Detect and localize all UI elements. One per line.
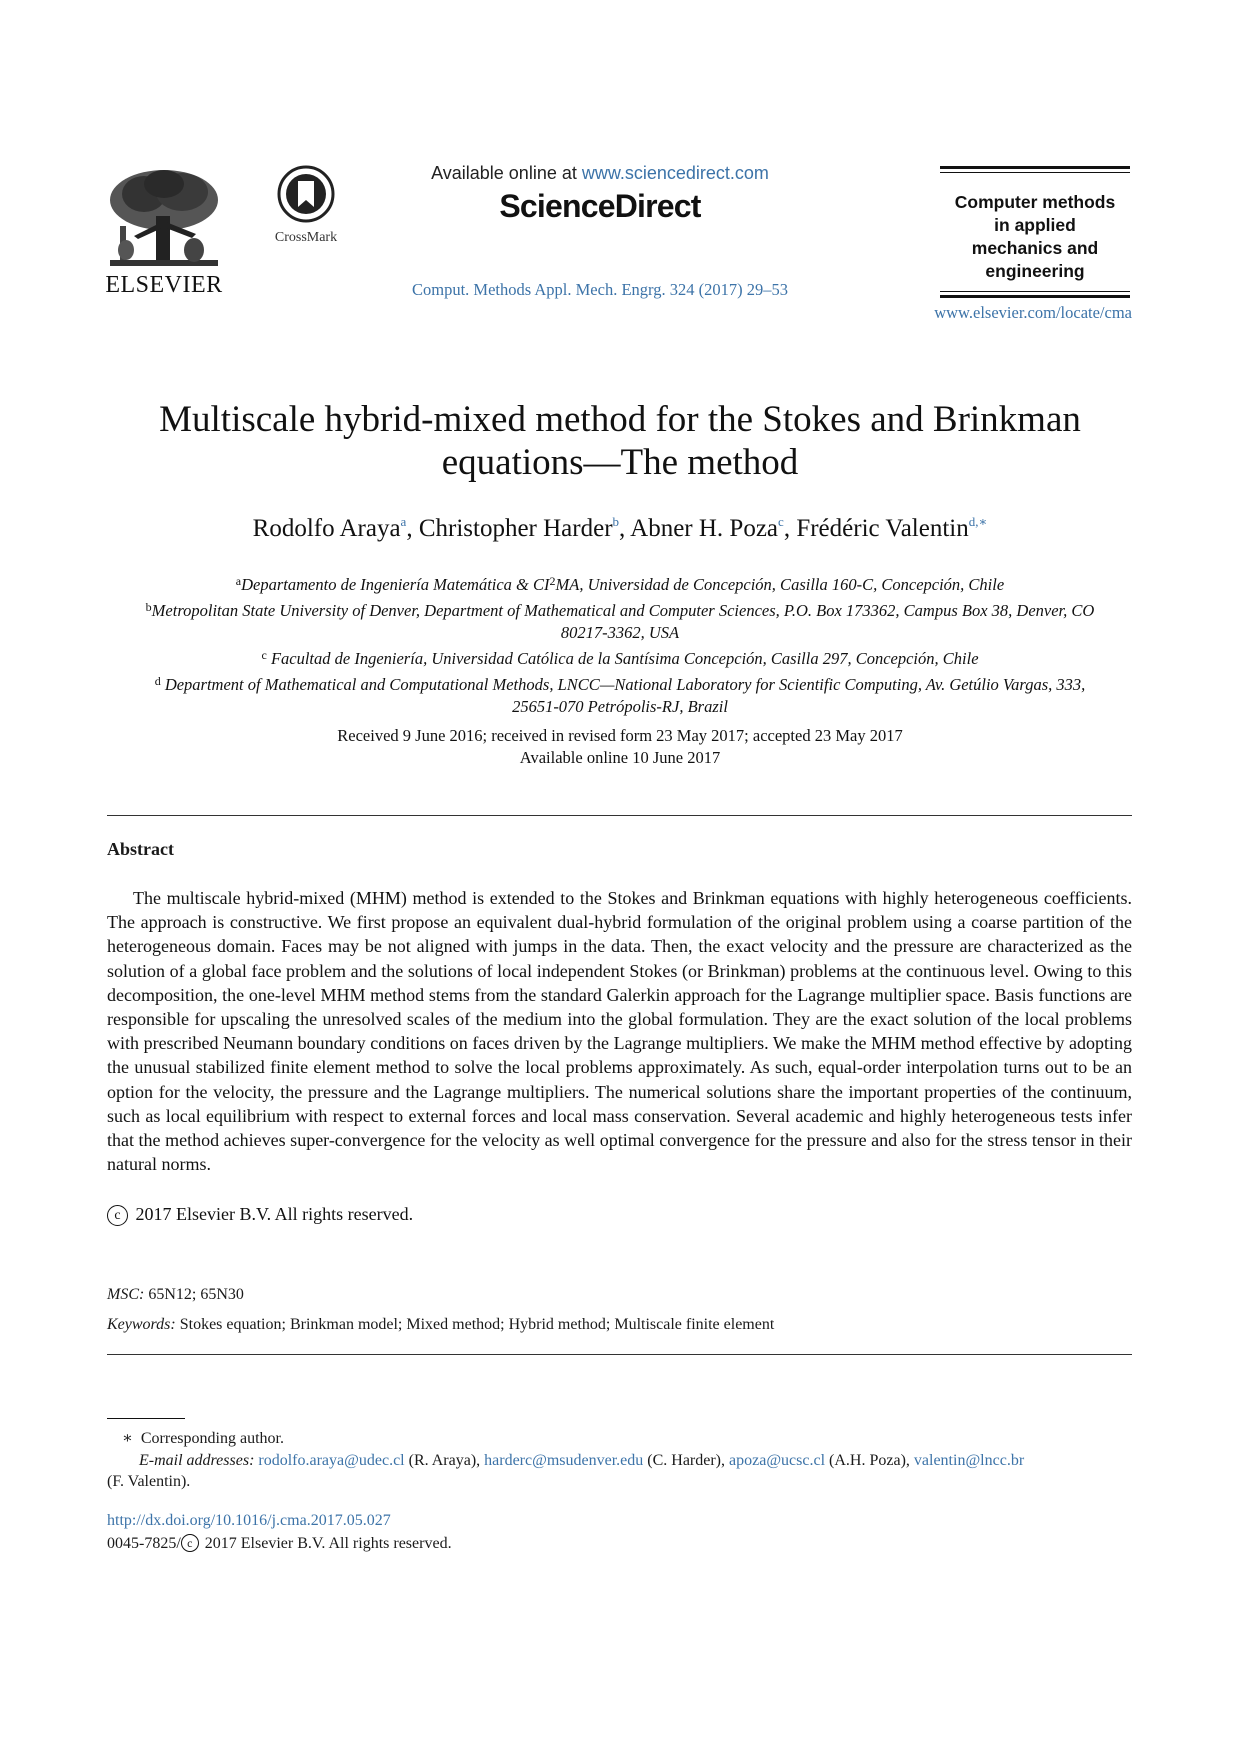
journal-title-line: Computer methods: [954, 192, 1116, 212]
affiliation-d: [110, 670, 1130, 696]
corresponding-author-text: Corresponding author.: [140, 1430, 284, 1447]
issn-prefix: 0045-7825/: [107, 1535, 181, 1552]
copyright-text: 2017 Elsevier B.V. All rights reserved.: [135, 1204, 414, 1224]
journal-bottom-rule: [940, 295, 1130, 298]
affiliation-mark[interactable]: c: [778, 514, 784, 529]
article-history: [120, 725, 1120, 769]
sciencedirect-logo: ScienceDirect: [499, 188, 701, 224]
affiliation-text: Department of Mathematical and Computational Methods, LNCC—National Laboratory for Scientific Computing, Av. Getúlio Vargas, 333,: [164, 675, 1086, 694]
affiliation-text: Facultad de Ingeniería, Universidad Católica de la Santísima Concepción, Casilla 297, Concepción, Chile: [270, 649, 979, 668]
affiliation-text: MA, Universidad de Concepción, Casilla 160-C, Concepción, Chile: [555, 575, 1005, 594]
journal-title-line: engineering: [985, 261, 1085, 281]
crossmark-label: CrossMark: [274, 230, 338, 245]
affiliation-mark[interactable]: b: [612, 514, 620, 529]
affiliation-label: c: [261, 648, 267, 662]
abstract-heading: Abstract: [107, 839, 174, 859]
author-list: [120, 514, 1120, 543]
affiliation-c: [110, 644, 1130, 670]
email-owner-last: (F. Valentin).: [107, 1473, 191, 1490]
doi-link[interactable]: http://dx.doi.org/10.1016/j.cma.2017.05.027: [107, 1512, 391, 1529]
issn-suffix: 2017 Elsevier B.V. All rights reserved.: [204, 1535, 452, 1552]
affiliation-d-cont: 25651-070 Petrópolis-RJ, Brazil: [512, 697, 728, 716]
tree-emblem-icon: [104, 166, 224, 270]
affiliation-b-cont: 80217-3362, USA: [560, 623, 680, 642]
email-owner: (A.H. Poza),: [825, 1452, 914, 1469]
abstract-body: The multiscale hybrid-mixed (MHM) method is extended to the Stokes and Brinkman equations with highly heterogeneous coefficients. The approach is constructive. We first propose an equivalent dual-hybrid formulation of the original problem using a coarse partition of the heterogeneous domain. Faces may be not aligned with jumps in the data. Then, the exact velocity and the pressure are characterized as the solution of a global face problem and the solutions of local independent Stokes (or Brinkman) problems at the continuous level. Owing to this decomposition, the one-level MHM method stems from the standard Galerkin approach for the Lagrange multiplier space. Basis functions are responsible for upscaling the unresolved scales of the medium into the global formulation. They are the exact solution of the local problems with prescribed Neumann boundary conditions on faces driven by the Lagrange multipliers. We make the MHM method effective by adopting the unusual stabilized finite element method to solve the local problems approximately. As such, equal-order interpolation turns out to be an option for the velocity, the pressure and the Lagrange multipliers. The numerical solutions share the important properties of the continuum, such as local equilibrium with respect to external forces and local mass conservation. Several academic and highly heterogeneous tests infer that the method achieves super-convergence for the velocity as well optimal convergence for the pressure and also for the stress tensor in their natural norms.: [107, 888, 1132, 1175]
msc-codes: [107, 1286, 244, 1304]
journal-citation[interactable]: Comput. Methods Appl. Mech. Engrg. 324 (2017) 29–53: [412, 280, 788, 299]
email-owner: (C. Harder),: [643, 1452, 730, 1469]
keywords: [107, 1316, 774, 1334]
sciencedirect-link[interactable]: www.sciencedirect.com: [581, 163, 769, 183]
affiliation-mark[interactable]: a: [400, 514, 407, 529]
available-online-date: Available online 10 June 2017: [519, 748, 721, 767]
divider: [107, 815, 1132, 816]
author-name: Christopher Harder: [418, 515, 613, 542]
copyright-icon: c: [181, 1534, 199, 1552]
email-line: [107, 1450, 1132, 1471]
affiliation-label: a: [235, 574, 242, 588]
affiliation-text: Departamento de Ingeniería Matemática & CI: [241, 575, 550, 594]
crossmark-badge[interactable]: [272, 165, 340, 246]
publisher-wordmark: ELSEVIER: [105, 272, 223, 298]
journal-title-box: [940, 166, 1130, 301]
paper-title: [120, 398, 1120, 484]
msc-value: 65N12; 65N30: [148, 1286, 244, 1303]
affiliation-mark[interactable]: d,∗: [968, 514, 988, 529]
issn-line: [107, 1534, 452, 1553]
email-link[interactable]: valentin@lncc.br: [913, 1452, 1025, 1469]
journal-bottom-rule-thin: [940, 291, 1130, 292]
email-link[interactable]: harderc@msudenver.edu: [484, 1452, 644, 1469]
journal-title: [940, 173, 1130, 291]
affiliation-label: d: [154, 674, 161, 688]
affiliation-text: Metropolitan State University of Denver, Department of Mathematical and Computer Sciences, P.O. Box 173362, Campus Box 38, Denver, CO: [151, 601, 1095, 620]
affiliation-superscript: 2: [549, 574, 556, 588]
keywords-value: Stokes equation; Brinkman model; Mixed method; Hybrid method; Multiscale finite element: [179, 1316, 775, 1333]
paper-title-line: equations—The method: [441, 442, 799, 483]
email-link[interactable]: apoza@ucsc.cl: [729, 1452, 826, 1469]
email-addresses: [107, 1450, 1132, 1492]
paper-title-line: Multiscale hybrid-mixed method for the Stokes and Brinkman: [159, 399, 1081, 440]
author-name: Frédéric Valentin: [796, 515, 969, 542]
journal-top-rule: [940, 166, 1130, 169]
available-online-prefix: Available online at: [431, 163, 582, 183]
affiliation-b: [110, 596, 1130, 622]
email-owner: (R. Araya),: [404, 1452, 485, 1469]
journal-title-line: mechanics and: [971, 238, 1099, 258]
journal-url-link[interactable]: www.elsevier.com/locate/cma: [934, 303, 1132, 322]
footnote-rule: [107, 1418, 185, 1419]
author-separator: ,: [406, 515, 419, 542]
journal-title-line: in applied: [994, 215, 1076, 235]
footnote-mark: ∗: [122, 1430, 133, 1447]
email-link[interactable]: rodolfo.araya@udec.cl: [258, 1452, 405, 1469]
author-name: Rodolfo Araya: [252, 515, 401, 542]
received-dates: Received 9 June 2016; received in revised form 23 May 2017; accepted 23 May 2017: [337, 726, 903, 745]
corresponding-author-note: [122, 1428, 284, 1448]
divider: [107, 1354, 1132, 1355]
author-name: Abner H. Poza: [630, 515, 779, 542]
author-separator: ,: [619, 515, 631, 542]
copyright-icon: c: [107, 1205, 128, 1226]
email-label: E-mail addresses:: [139, 1452, 255, 1469]
crossmark-icon: [277, 165, 335, 223]
affiliations: [110, 570, 1130, 718]
author-separator: ,: [783, 515, 797, 542]
keywords-label: Keywords:: [107, 1316, 176, 1333]
msc-label: MSC:: [107, 1286, 145, 1303]
affiliation-label: b: [145, 600, 152, 614]
available-online: [360, 163, 840, 184]
abstract-copyright: [107, 1204, 413, 1226]
affiliation-a: [110, 570, 1130, 596]
